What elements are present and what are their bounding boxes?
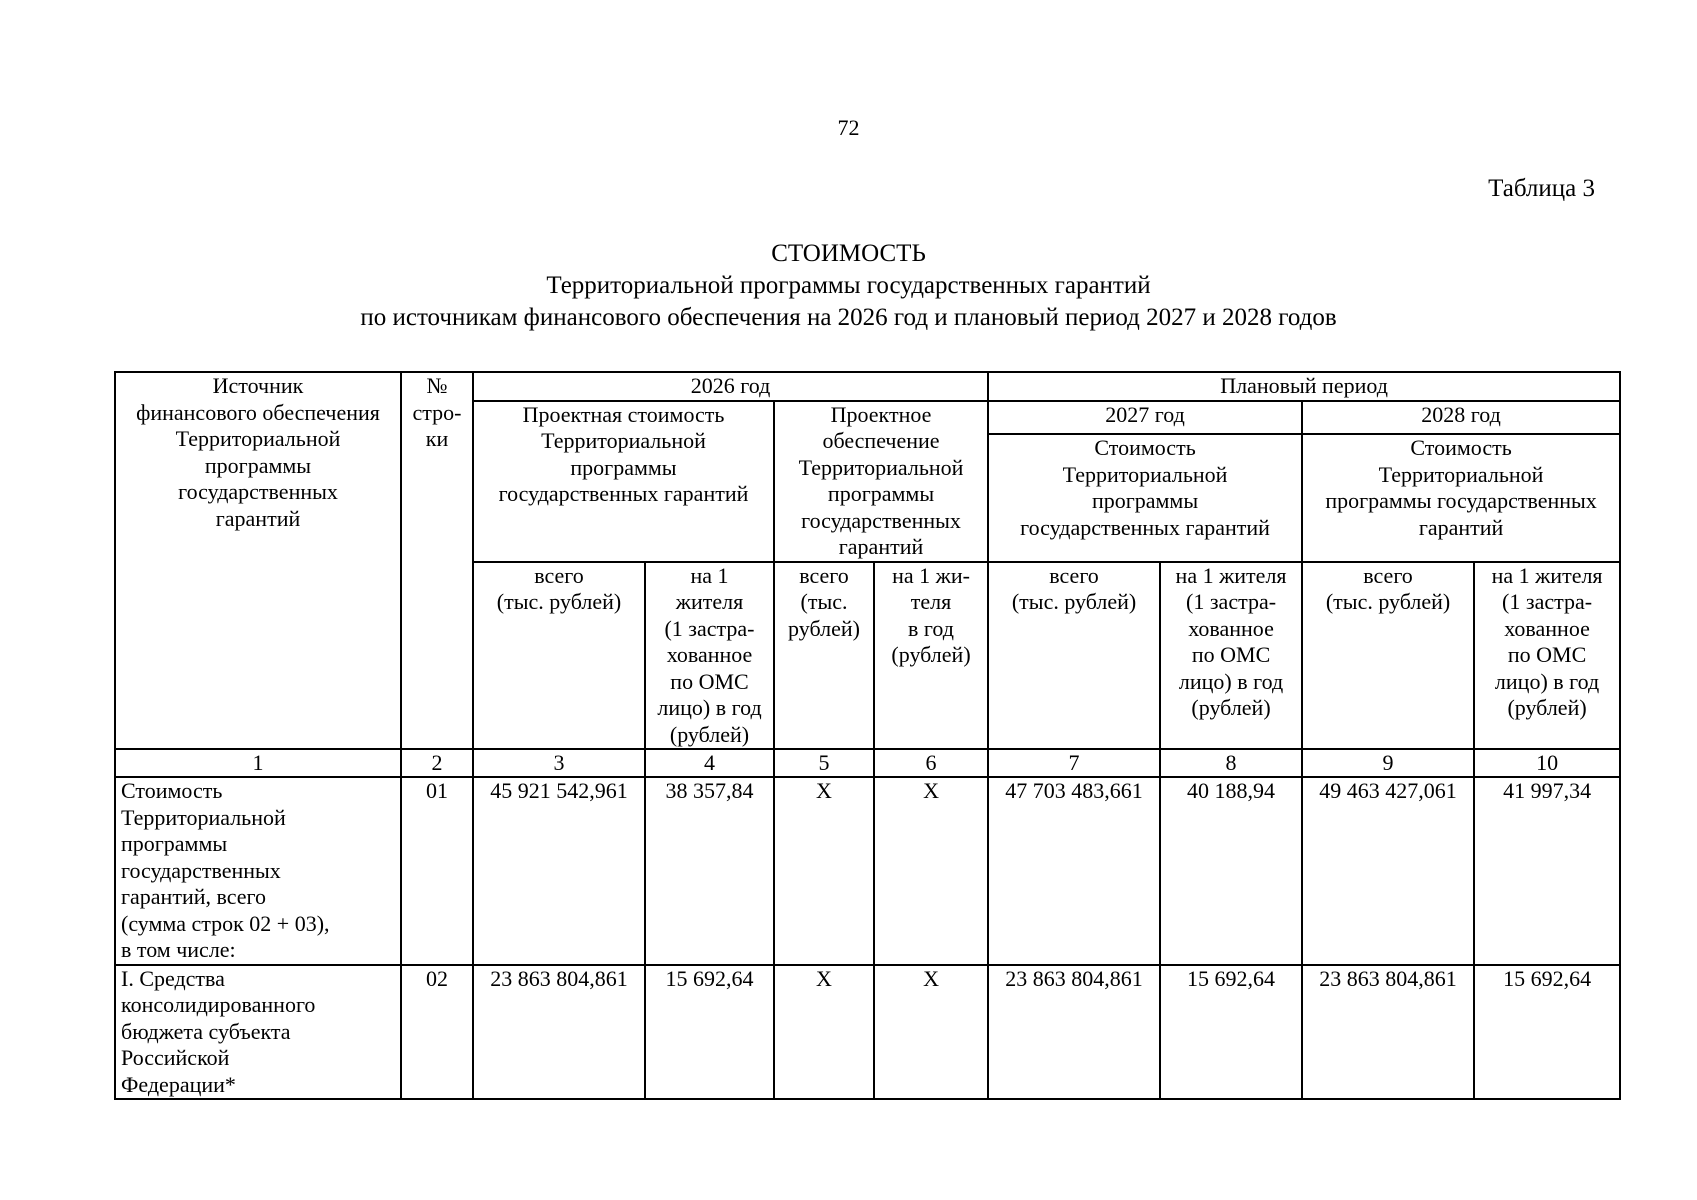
header-col-5: всего (тыс. рублей) (774, 562, 874, 750)
header-year-2027: 2027 год (988, 401, 1302, 435)
column-number: 7 (988, 749, 1160, 777)
header-col-10: на 1 жителя (1 застра- хованное по ОМС лицо) в год (рублей) (1474, 562, 1620, 750)
header-project-provision: Проектное обеспечение Территориальной программы государственных гарантий (774, 401, 988, 562)
header-col-9: всего (тыс. рублей) (1302, 562, 1474, 750)
table-row (115, 777, 1620, 965)
header-year-2028: 2028 год (1302, 401, 1620, 435)
document-title (0, 238, 1697, 334)
column-number: 4 (645, 749, 774, 777)
header-cost-2027: Стоимость Территориальной программы государственных гарантий (988, 434, 1302, 561)
header-year-2026: 2026 год (473, 372, 988, 401)
cell-value: 41 997,34 (1474, 777, 1620, 965)
column-number-row (115, 749, 1620, 777)
header-row-no: № стро- ки (401, 372, 473, 749)
cell-value: 45 921 542,961 (473, 777, 645, 965)
cell-value: 15 692,64 (645, 965, 774, 1100)
header-project-cost: Проектная стоимость Территориальной программы государственных гарантий (473, 401, 774, 562)
page-number: 72 (837, 115, 860, 140)
row-number: 02 (401, 965, 473, 1100)
header-col-4: на 1 жителя (1 застра- хованное по ОМС лицо) в год (рублей) (645, 562, 774, 750)
column-number: 5 (774, 749, 874, 777)
column-number: 3 (473, 749, 645, 777)
cell-value: 38 357,84 (645, 777, 774, 965)
header-col-7: всего (тыс. рублей) (988, 562, 1160, 750)
cell-value: 49 463 427,061 (1302, 777, 1474, 965)
title-line-2: Территориальной программы государственных гарантий (546, 272, 1151, 299)
header-col-3: всего (тыс. рублей) (473, 562, 645, 750)
header-cost-2028: Стоимость Территориальной программы государственных гарантий (1302, 434, 1620, 561)
cost-table (114, 371, 1621, 1100)
row-source-label: I. Средства консолидированного бюджета субъекта Российской Федерации* (115, 965, 401, 1100)
column-number: 1 (115, 749, 401, 777)
cell-value: 47 703 483,661 (988, 777, 1160, 965)
cell-value: 40 188,94 (1160, 777, 1302, 965)
cell-value: Х (774, 965, 874, 1100)
cell-value: 23 863 804,861 (988, 965, 1160, 1100)
title-line-1: СТОИМОСТЬ (771, 240, 926, 267)
header-row-1 (115, 372, 1620, 401)
header-col-8: на 1 жителя (1 застра- хованное по ОМС лицо) в год (рублей) (1160, 562, 1302, 750)
column-number: 9 (1302, 749, 1474, 777)
header-col-6: на 1 жи- теля в год (рублей) (874, 562, 988, 750)
cell-value: 23 863 804,861 (473, 965, 645, 1100)
cell-value: Х (774, 777, 874, 965)
cell-value: 23 863 804,861 (1302, 965, 1474, 1100)
cell-value: Х (874, 777, 988, 965)
row-source-label: Стоимость Территориальной программы государственных гарантий, всего (сумма строк 02 + 03), в том числе: (115, 777, 401, 965)
row-number: 01 (401, 777, 473, 965)
cell-value: 15 692,64 (1474, 965, 1620, 1100)
header-source: Источник финансового обеспечения Территориальной программы государственных гарантий (115, 372, 401, 749)
cell-value: 15 692,64 (1160, 965, 1302, 1100)
table-row (115, 965, 1620, 1100)
column-number: 8 (1160, 749, 1302, 777)
cost-table-container (114, 371, 1621, 1100)
table-label: Таблица 3 (1488, 175, 1595, 202)
column-number: 10 (1474, 749, 1620, 777)
title-line-3: по источникам финансового обеспечения на 2026 год и плановый период 2027 и 2028 годов (360, 304, 1337, 331)
cell-value: Х (874, 965, 988, 1100)
header-planned-period: Плановый период (988, 372, 1620, 401)
column-number: 2 (401, 749, 473, 777)
column-number: 6 (874, 749, 988, 777)
